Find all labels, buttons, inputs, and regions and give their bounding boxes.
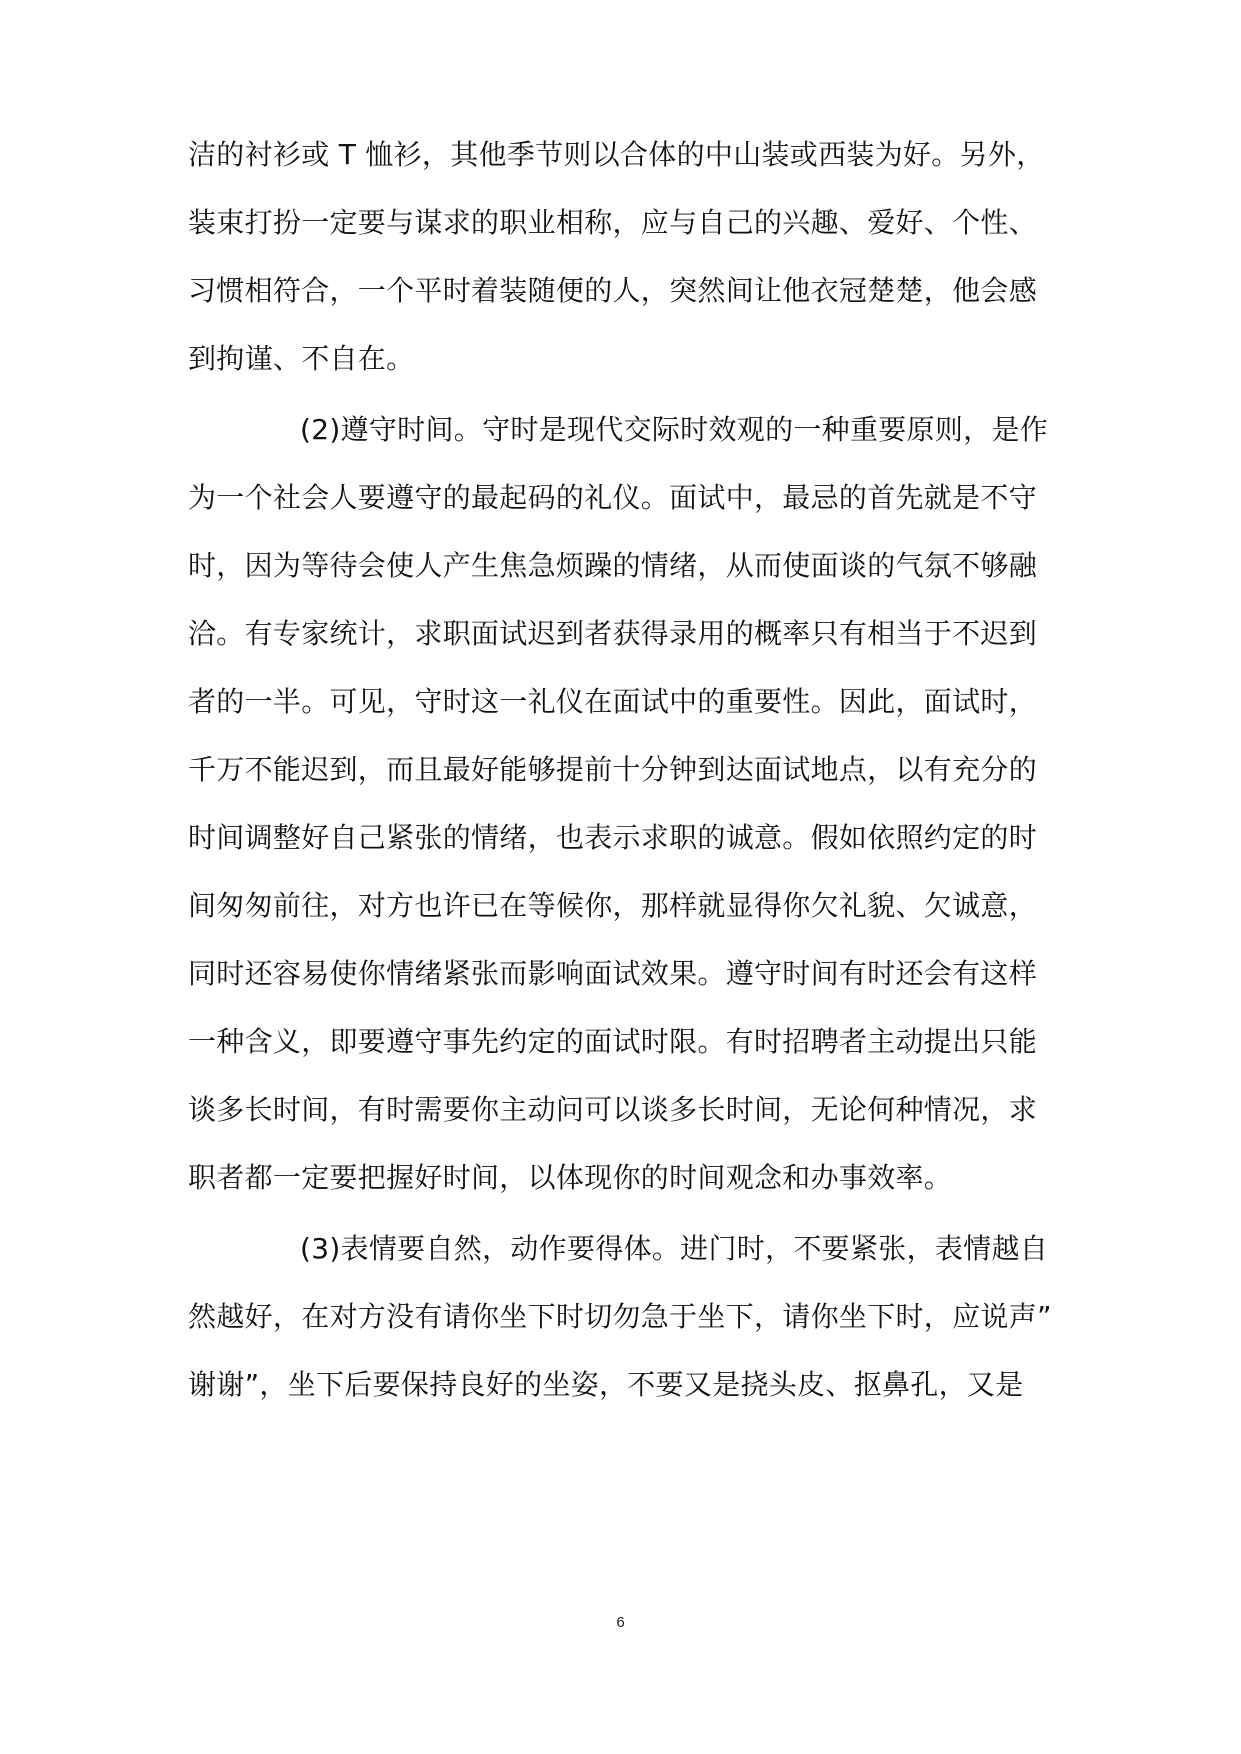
text-line: 时间调整好自己紧张的情绪，也表示求职的诚意。假如依照约定的时 xyxy=(188,821,1038,854)
paragraph-2-first-line: (2)遵守时间。守时是现代交际时效观的一种重要原则，是作 xyxy=(300,413,1049,446)
text-line: 同时还容易使你情绪紧张而影响面试效果。遵守时间有时还会有这样 xyxy=(188,957,1038,990)
text-line: 为一个社会人要遵守的最起码的礼仪。面试中，最忌的首先就是不守 xyxy=(188,481,1038,514)
paragraph-3-first-line: (3)表情要自然，动作要得体。进门时，不要紧张，表情越自 xyxy=(300,1232,1049,1265)
text-line: 习惯相符合，一个平时着装随便的人，突然间让他衣冠楚楚，他会感 xyxy=(188,274,1038,307)
text-line: 间匆匆前往，对方也许已在等候你，那样就显得你欠礼貌、欠诚意， xyxy=(188,889,1038,922)
text-line: 到拘谨、不自在。 xyxy=(188,342,415,375)
page-number: 6 xyxy=(616,1614,625,1631)
text-line: 装束打扮一定要与谋求的职业相称，应与自己的兴趣、爱好、个性、 xyxy=(188,206,1038,239)
text-line: 职者都一定要把握好时间，以体现你的时间观念和办事效率。 xyxy=(188,1161,953,1194)
text-line: 洁的衬衫或 T 恤衫，其他季节则以合体的中山装或西装为好。另外， xyxy=(188,138,1045,171)
text-line: 一种含义，即要遵守事先约定的面试时限。有时招聘者主动提出只能 xyxy=(188,1025,1038,1058)
text-line: 者的一半。可见，守时这一礼仪在面试中的重要性。因此，面试时， xyxy=(188,685,1038,718)
text-line: 谢谢”，坐下后要保持良好的坐姿，不要又是挠头皮、抠鼻孔，又是 xyxy=(188,1368,1024,1401)
text-line: 谈多长时间，有时需要你主动问可以谈多长时间，无论何种情况，求 xyxy=(188,1093,1038,1126)
text-line: 时，因为等待会使人产生焦急烦躁的情绪，从而使面谈的气氛不够融 xyxy=(188,549,1038,582)
text-line: 洽。有专家统计，求职面试迟到者获得录用的概率只有相当于不迟到 xyxy=(188,617,1038,650)
text-line: 千万不能迟到，而且最好能够提前十分钟到达面试地点，以有充分的 xyxy=(188,753,1038,786)
text-line: 然越好，在对方没有请你坐下时切勿急于坐下，请你坐下时，应说声” xyxy=(188,1300,1052,1333)
